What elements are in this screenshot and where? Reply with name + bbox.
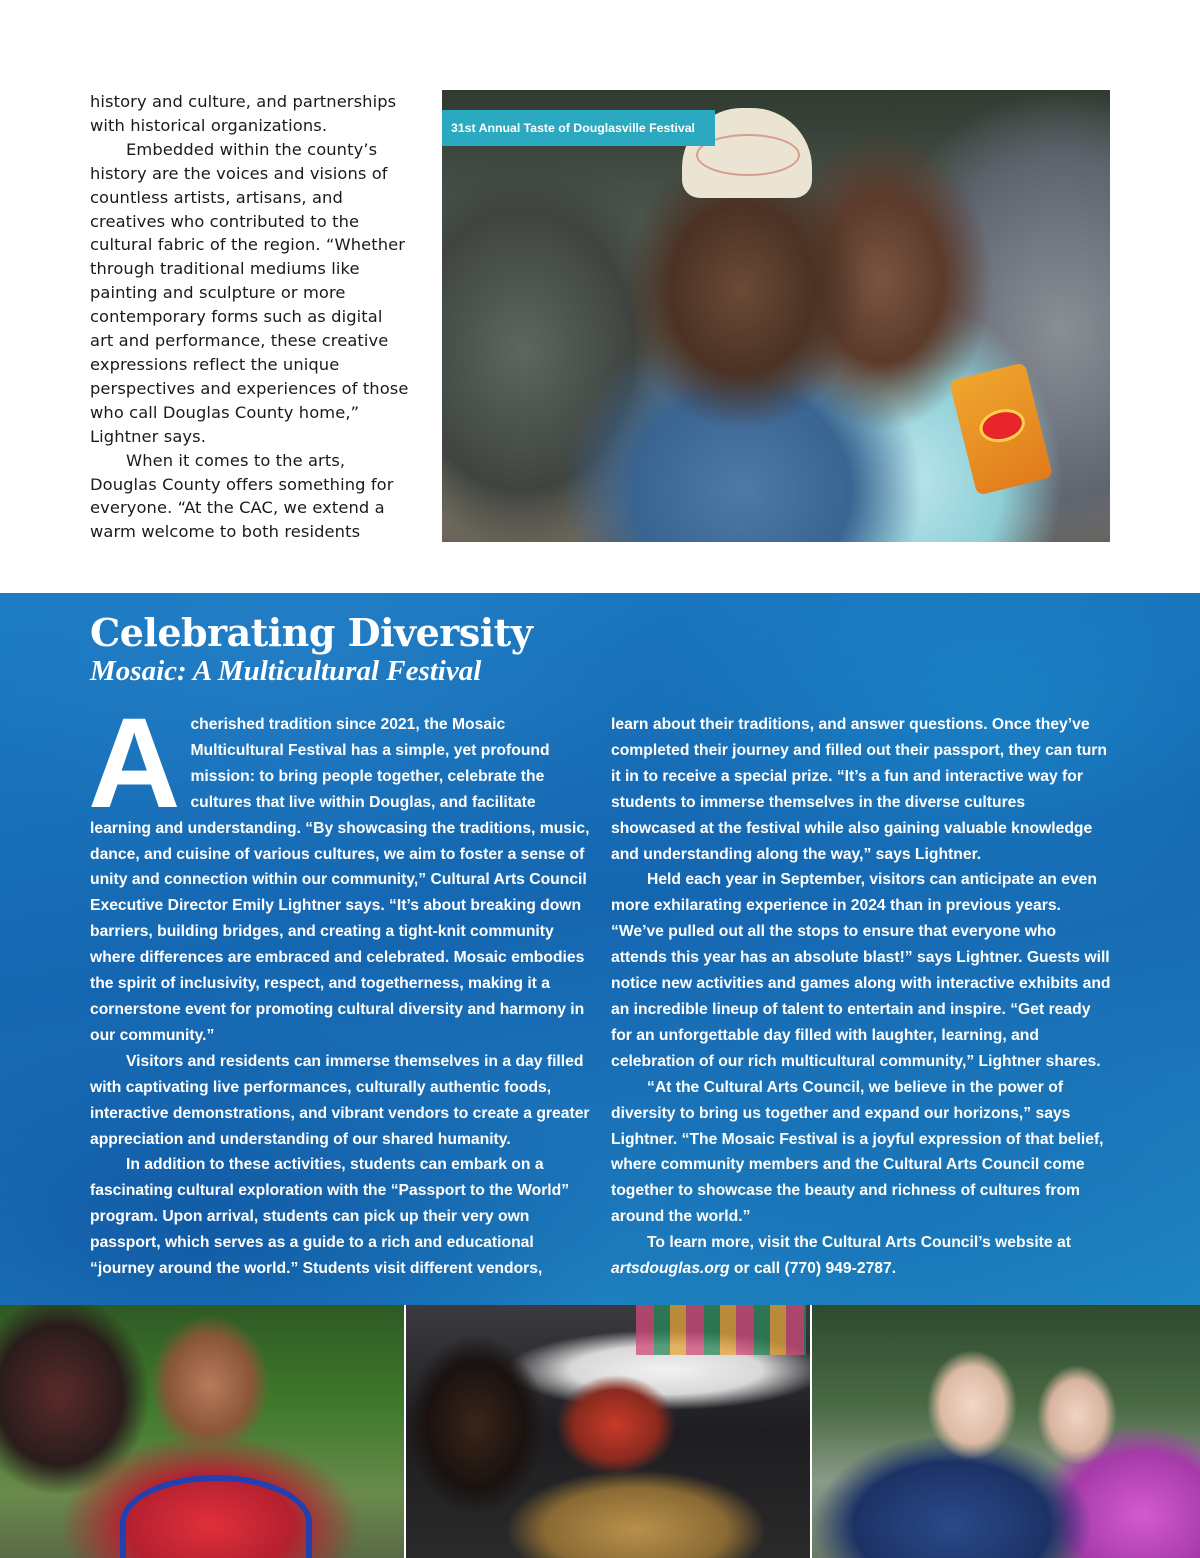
website-link[interactable]: artsdouglas.org	[611, 1260, 730, 1278]
intro-paragraph: history and culture, and partnerships with historical organizations.	[90, 92, 397, 135]
closing-lead: To learn more, visit the Cultural Arts Council’s website at	[647, 1234, 1071, 1252]
vendor-photo	[406, 1305, 810, 1558]
feature-paragraph: “At the Cultural Arts Council, we believe in the power of diversity to bring us together and expand our horizons,” says Lightner. “The Mosaic Festival is a joyful expression of that belief, where community members and the Cultural Arts Council come together to showcase the beauty and richness of cultures from around the world.”	[611, 1078, 1104, 1226]
feature-subtitle: Mosaic: A Multicultural Festival	[90, 655, 482, 687]
feature-paragraph: cherished tradition since 2021, the Mosaic Multicultural Festival has a simple, yet profound mission: to bring people together, celebrate the cultures that live within Douglas, and facilitate learning and understanding. “By showcasing the traditions, music, dance, and cuisine of various cultures, we aim to foster a sense of unity and connection within our community,” Cultural Arts Council Executive Director Emily Lightner says. “It’s about breaking down barriers, building bridges, and creating a tight-knit community where differences are embraced and celebrated. Mosaic embodies the spirit of inclusivity, respect, and togetherness, making it a cornerstone event for promoting cultural diversity and harmony in our community.”	[90, 716, 590, 1044]
feature-paragraph: In addition to these activities, students can embark on a fascinating cultural exploration with the “Passport to the World” program. Upon arrival, students can pick up their very own passport, which serves as a guide to a rich and educational “journey around the world.” Students visit different vendors,	[90, 1156, 570, 1278]
feature-left-column	[88, 692, 590, 1282]
closing-tail: or call (770) 949-2787.	[729, 1260, 897, 1278]
dancer-photo	[0, 1305, 404, 1558]
feature-title: Celebrating Diversity	[90, 610, 533, 655]
festival-photo	[442, 90, 1110, 542]
costume-photo	[812, 1305, 1200, 1558]
feature-paragraph: learn about their traditions, and answer questions. Once they’ve completed their journey and filled out their passport, they can turn it in to receive a special prize. “It’s a fun and interactive way for students to immerse themselves in the diverse cultures showcased at the festival while also gaining valuable knowledge and understanding along the way,” says Lightner.	[611, 716, 1107, 863]
drop-cap: A	[88, 692, 181, 835]
feature-right-column	[611, 712, 1111, 1282]
intro-paragraph: When it comes to the arts, Douglas County offers something for everyone. “At the CAC, we extend a warm welcome to both residents	[90, 450, 394, 542]
closing-paragraph	[611, 1230, 1111, 1282]
feature-section	[0, 593, 1200, 1305]
photo-caption: 31st Annual Taste of Douglasville Festival	[442, 110, 715, 146]
chip-bag-graphic	[949, 362, 1053, 495]
intro-text-column	[90, 90, 410, 544]
intro-paragraph: Embedded within the county’s history are the voices and visions of countless artists, artisans, and creatives who contributed to the cultural fabric of the region. “Whether through traditional mediums like painting and sculpture or more contemporary forms such as digital art and performance, these creative expressions reflect the unique perspectives and experiences of those who call Douglas County home,” Lightner says.	[90, 139, 409, 446]
feature-paragraph: Visitors and residents can immerse themselves in a day filled with captivating live performances, culturally authentic foods, interactive demonstrations, and vibrant vendors to create a greater appreciation and understanding of our shared humanity.	[90, 1052, 590, 1148]
feature-paragraph: Held each year in September, visitors can anticipate an even more exhilarating experience in 2024 than in previous years. “We’ve pulled out all the stops to ensure that everyone who attends this year has an absolute blast!” says Lightner. Guests will notice new activities and games along with interactive exhibits and an incredible lineup of talent to entertain and inspire. “Get ready for an unforgettable day filled with laughter, learning, and celebration of our rich multicultural community,” Lightner shares.	[611, 871, 1111, 1070]
